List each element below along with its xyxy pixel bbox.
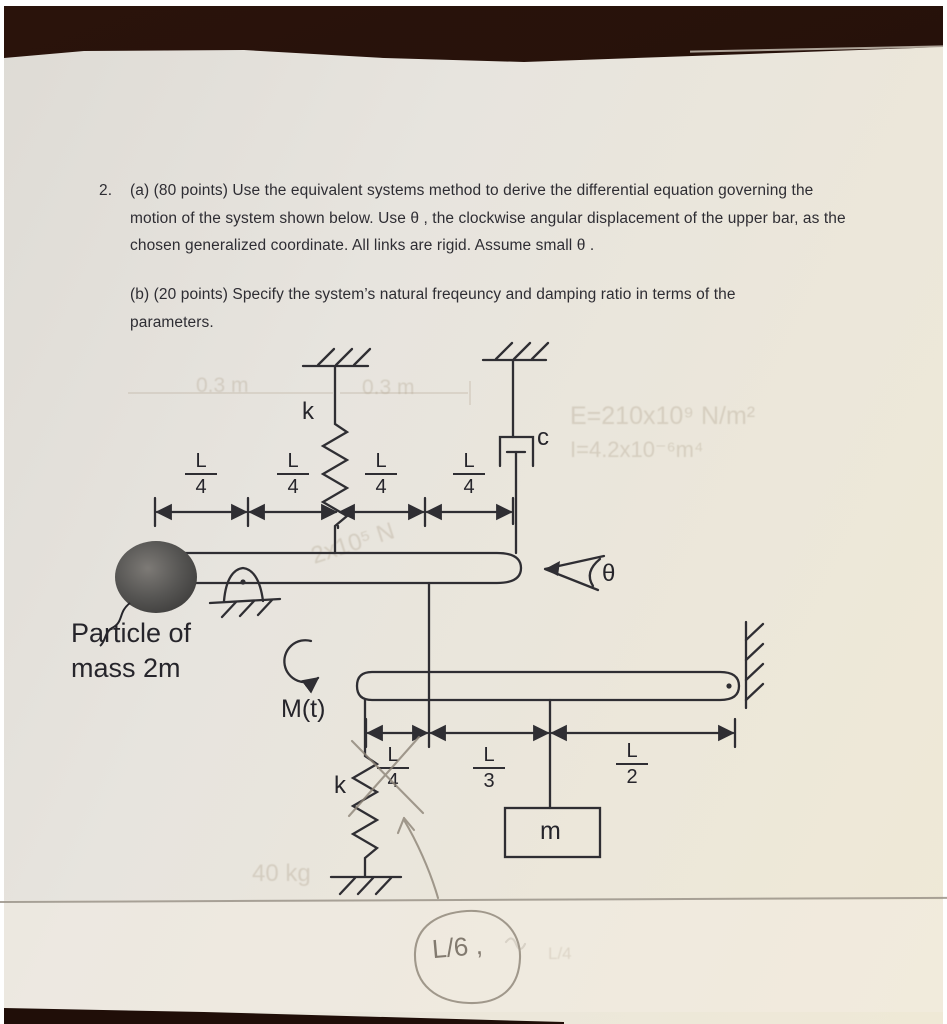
dim-top-1-den: 4 xyxy=(195,476,207,498)
damper-label: c xyxy=(537,424,549,451)
dim-bottom-3-den: 2 xyxy=(626,766,638,788)
problem-part-b: (b) (20 points) Specify the system’s natural freqeuncy and damping ratio in terms of the parameters. xyxy=(130,286,736,331)
dim-bottom-2-num: L xyxy=(473,744,505,769)
mass-label: m xyxy=(540,817,561,845)
moment-label: M(t) xyxy=(281,695,326,723)
dim-top-4-num: L xyxy=(453,450,485,475)
dim-top-2-den: 4 xyxy=(287,476,299,498)
particle-label-line1: Particle of xyxy=(71,618,192,648)
ghost-inertia-text: I=4.2x10⁻⁶m⁴ xyxy=(570,437,704,462)
pencil-squiggle xyxy=(506,938,525,949)
problem-part-a: (a) (80 points) Use the equivalent systems method to derive the differential equation governing the motion of the system shown below. Use θ , the clockwise angular displacement of the upper bar, as the chosen generalized coordinate. All links are rigid. Assume small θ . xyxy=(130,182,846,254)
dim-bottom-1-num: L xyxy=(377,744,409,769)
dim-top-1-num: L xyxy=(185,450,217,475)
pencil-x-over-dim xyxy=(349,737,423,816)
dim-top-4-den: 4 xyxy=(463,476,475,498)
problem-number: 2. xyxy=(99,182,113,199)
dim-bottom-3-num: L xyxy=(616,740,648,765)
dim-bottom-2-den: 3 xyxy=(483,770,495,792)
ghost-dim-right-text: 0.3 m xyxy=(362,376,415,399)
bottom-spring-label: k xyxy=(334,772,346,799)
theta-label: θ xyxy=(602,560,616,587)
dim-top-3-den: 4 xyxy=(375,476,387,498)
ghost-modulus-text: E=210x10⁹ N/m² xyxy=(570,402,756,430)
ghost-force-text: 2x10⁵ N xyxy=(307,517,398,570)
particle-label-line2: mass 2m xyxy=(71,653,181,683)
dim-bottom-1-den: 4 xyxy=(387,770,399,792)
pencil-arrow xyxy=(398,818,438,898)
ghost-beside-circle-text: L/4 xyxy=(548,944,572,963)
dim-top-3-num: L xyxy=(365,450,397,475)
ghost-mass-text: 40 kg xyxy=(252,860,311,887)
top-spring-label: k xyxy=(302,398,314,425)
ghost-dim-left-text: 0.3 m xyxy=(196,374,249,397)
dim-top-2-num: L xyxy=(277,450,309,475)
handwritten-circled-note: L/6 , xyxy=(430,929,484,965)
